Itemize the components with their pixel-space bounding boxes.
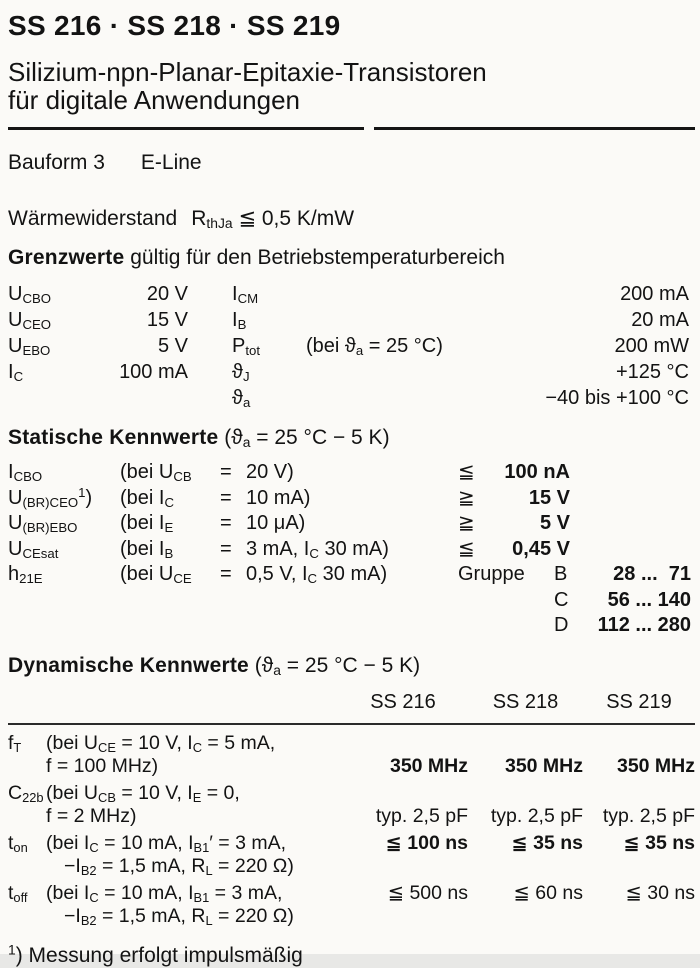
condition-pre: (bei $I_E$ (120, 512, 174, 535)
limit-value: 20 mA (631, 309, 689, 331)
limit-value: 200 mA (620, 283, 689, 305)
table-row (8, 486, 695, 512)
parameter-symbol: $t_{off}$ (8, 881, 28, 905)
thermal-label: Wärmewiderstand (8, 207, 178, 230)
relation-symbol: ≧ (458, 512, 475, 534)
bauform-line (8, 151, 695, 175)
value-ss216: ≦ 100 ns (385, 831, 468, 854)
relation-symbol: ≦ (458, 537, 475, 560)
table-row (8, 882, 695, 929)
bauform-value: E-Line (140, 151, 202, 174)
table-row (8, 782, 695, 829)
limit-value: 15 V (528, 486, 570, 509)
subtitle-line-1: Silizium-npn-Planar-Epitaxie-Transistoren (8, 57, 487, 87)
condition-post: 20 V) (246, 461, 294, 483)
grenzwerte-heading (8, 246, 695, 270)
table-row (8, 613, 695, 639)
type-column-headers (8, 691, 695, 714)
dynamische-heading-bold: Dynamische Kennwerte (8, 653, 249, 677)
parameter-value: 100 mA (119, 361, 188, 383)
parameter-symbol: $h_{21E}$ (8, 563, 43, 586)
dynamische-table (8, 732, 695, 929)
parameter-symbol: $I_B$ (232, 309, 247, 332)
test-condition: (bei $U_{CB} = 10$ V, $I_E = 0$, (46, 781, 240, 805)
table-divider (8, 723, 695, 725)
thermal-resistance-line (8, 206, 695, 231)
gruppe-range: 28 ... 71 (613, 563, 691, 585)
parameter-value: 5 V (157, 335, 188, 357)
parameter-symbol: $ϑ_J$ (232, 361, 250, 384)
column-header-ss218: SS 218 (492, 690, 559, 713)
table-row (8, 307, 695, 333)
dynamische-heading (8, 654, 695, 678)
relation-symbol: ≦ (458, 461, 475, 483)
value-ss219: typ. 2,5 pF (602, 805, 695, 827)
parameter-symbol: $C_{22b}$ (8, 781, 44, 805)
table-row (8, 732, 695, 779)
value-ss216: ≦ 500 ns (387, 881, 468, 904)
equals-sign: = (220, 563, 232, 585)
page-title: SS 216 · SS 218 · SS 219 (8, 10, 341, 41)
dynamische-heading-rest: ($ϑ_a = 25$ °C − 5 K) (254, 653, 421, 678)
condition-pre: (bei $I_B$ (120, 537, 174, 561)
test-condition: (bei $U_{CE} = 10$ V, $I_C = 5$ mA, (46, 731, 276, 755)
subtitle-line-2: für digitale Anwendungen (8, 85, 301, 115)
parameter-symbol: $f_T$ (8, 731, 22, 755)
condition-post: 3 mA, $I_C$ 30 mA) (246, 537, 389, 561)
test-condition: (bei $ϑ_a = 25$ °C) (306, 335, 443, 358)
divider-segment-right (374, 127, 695, 130)
parameter-symbol (8, 385, 104, 411)
condition-post: 10 μA) (246, 512, 306, 534)
test-condition: f = 100 MHz) (46, 755, 159, 777)
parameter-symbol: $ϑ_a$ (232, 387, 251, 410)
table-row (8, 562, 695, 588)
value-ss218: ≦ 60 ns (513, 881, 583, 904)
table-row (8, 511, 695, 537)
limit-value: −40 bis +100 °C (545, 387, 689, 409)
parameter-symbol: $t_{on}$ (8, 831, 28, 855)
limit-value: 0,45 V (512, 537, 570, 560)
table-row (8, 537, 695, 563)
parameter-symbol: $I_{CM}$ (232, 283, 259, 306)
table-row (8, 281, 695, 307)
footnote: $^1$) Messung erfolgt impulsmäßig (8, 940, 303, 967)
gruppe-range: 56 ... 140 (607, 588, 691, 611)
column-header-ss216: SS 216 (370, 690, 436, 713)
test-condition: f = 2 MHz) (46, 805, 137, 827)
gruppe-range: 112 ... 280 (597, 614, 691, 636)
condition-pre: (bei $U_{CB}$ (120, 461, 192, 484)
gruppe-letter: D (554, 614, 569, 636)
table-row (8, 588, 695, 614)
parameter-symbol: $U_{CEsat}$ (8, 537, 59, 561)
value-ss218: 350 MHz (504, 755, 583, 777)
table-row (8, 385, 695, 411)
table-row (8, 333, 695, 359)
equals-sign: = (220, 461, 232, 483)
parameter-symbol: $P_{tot}$ (232, 335, 261, 358)
condition-pre: (bei $I_C$ (120, 486, 174, 510)
table-row (8, 832, 695, 879)
grenzwerte-heading-rest: gültig für den Betriebstemperaturbereich (130, 246, 505, 269)
equals-sign: = (220, 486, 232, 509)
statische-heading-rest: ($ϑ_a = 25$ °C − 5 K) (224, 426, 390, 451)
test-condition: (bei $I_C = 10$ mA, $I_{B1}' = 3$ mA, (46, 831, 287, 855)
column-header-ss219: SS 219 (606, 690, 672, 713)
bauform-label: Bauform 3 (8, 151, 105, 174)
parameter-symbol: $U_{CBO}$ (8, 283, 52, 306)
value-ss219: 350 MHz (616, 755, 695, 777)
test-condition (306, 281, 476, 307)
header-divider (8, 127, 695, 130)
test-condition (306, 307, 476, 333)
gruppe-letter: C (554, 588, 569, 611)
parameter-value: 15 V (146, 309, 188, 331)
test-condition (306, 385, 476, 411)
parameter-symbol: $I_{CBO}$ (8, 461, 43, 484)
parameter-value (104, 385, 188, 411)
divider-segment-left (8, 127, 364, 130)
parameter-value: 20 V (146, 283, 188, 305)
parameter-symbol: $I_C$ (8, 361, 24, 384)
grenzwerte-heading-bold: Grenzwerte (8, 246, 125, 269)
value-ss216: 350 MHz (389, 755, 468, 777)
gruppe-letter: B (554, 563, 568, 585)
grenzwerte-table (8, 281, 695, 411)
table-row (8, 359, 695, 385)
parameter-symbol: $U_{EBO}$ (8, 335, 51, 358)
limit-value: 5 V (539, 512, 570, 534)
test-condition: (bei $I_C = 10$ mA, $I_{B1} = 3$ mA, (46, 881, 283, 905)
test-condition: $-I_{B2} = 1,5$ mA, $R_L = 220$ Ω) (64, 905, 294, 928)
relation-symbol: ≧ (458, 486, 475, 509)
equals-sign: = (220, 537, 232, 560)
test-condition: $-I_{B2} = 1,5$ mA, $R_L = 220$ Ω) (64, 855, 294, 878)
value-ss216: typ. 2,5 pF (375, 805, 468, 827)
value-ss218: ≦ 35 ns (511, 831, 583, 854)
thermal-formula: $R_{thJa}$ ≦ 0,5 K/mW (191, 207, 355, 232)
page-subtitle (8, 58, 695, 114)
statische-table (8, 460, 695, 639)
equals-sign: = (220, 512, 232, 534)
condition-post: 0,5 V, $I_C$ 30 mA) (246, 563, 388, 586)
parameter-symbol: $U_{(BR)CEO}^1$) (8, 484, 93, 510)
parameter-symbol: $U_{(BR)EBO}$ (8, 512, 78, 535)
limit-value: 200 mW (614, 335, 689, 357)
condition-pre: (bei $U_{CE}$ (120, 563, 192, 586)
statische-heading-bold: Statische Kennwerte (8, 426, 219, 449)
parameter-symbol: $U_{CEO}$ (8, 309, 52, 332)
limit-value: 100 nA (504, 461, 570, 483)
statische-heading (8, 426, 695, 450)
gruppe-label: Gruppe (458, 563, 525, 585)
condition-post: 10 mA) (246, 486, 311, 509)
limit-value: +125 °C (615, 361, 689, 383)
value-ss218: typ. 2,5 pF (490, 805, 583, 827)
value-ss219: ≦ 30 ns (625, 881, 695, 904)
table-row (8, 460, 695, 486)
test-condition (306, 359, 476, 385)
value-ss219: ≦ 35 ns (623, 831, 695, 854)
